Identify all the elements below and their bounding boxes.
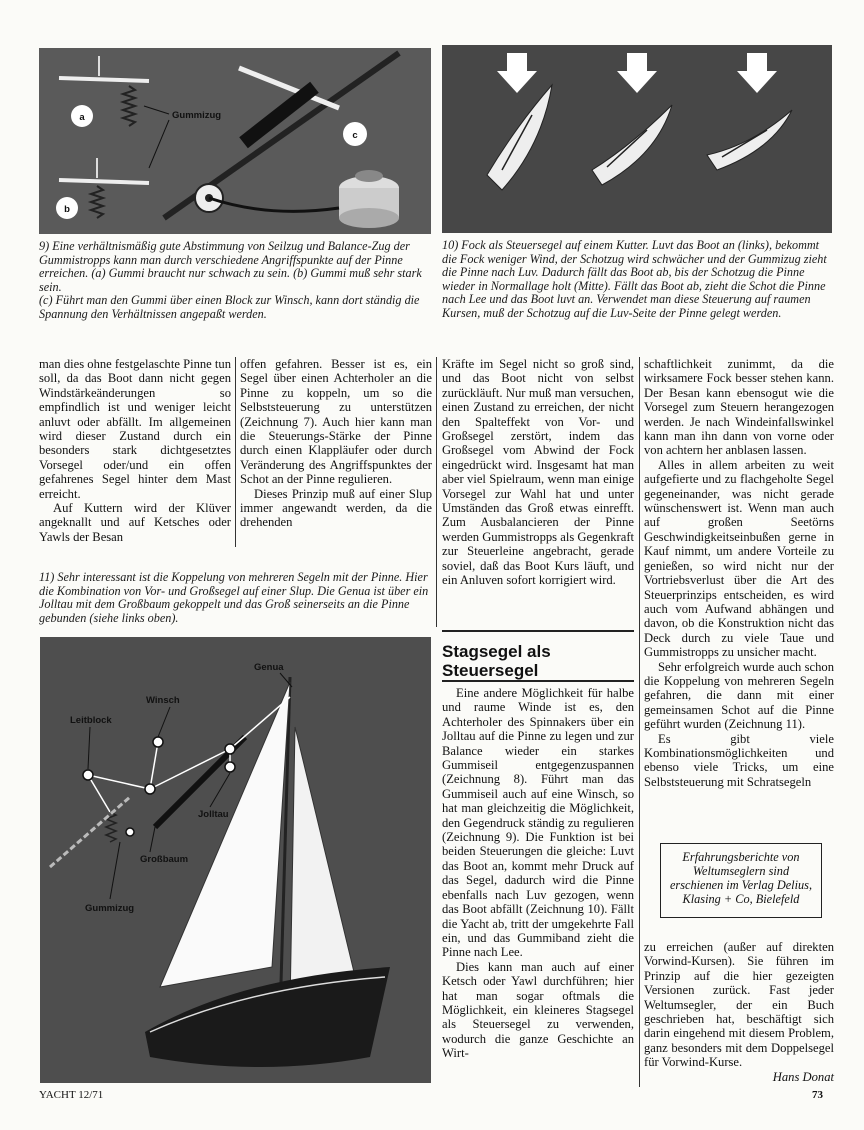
book-note-box: Erfahrungsberichte von Weltumseglern sind erschienen im Verlag Delius, Klasing + Co, Bielefeld	[660, 843, 822, 918]
page-number: 73	[812, 1089, 823, 1101]
column-3-bottom	[442, 686, 634, 1061]
author: Hans Donat	[772, 1070, 834, 1084]
fig11-label-grossbaum: Großbaum	[140, 854, 189, 865]
column-4-top	[644, 357, 834, 789]
section-heading: Stagsegel als Steuersegel	[442, 642, 551, 680]
col2-paragraph-2: Dieses Prinzip muß auf einer Slup immer angewandt werden, da die drehenden	[240, 486, 432, 530]
fig11-label-gummizug: Gummizug	[85, 903, 135, 914]
footer-magazine: YACHT 12/71	[39, 1089, 104, 1101]
column-4-bottom	[644, 940, 834, 1070]
fig11-label-leitblock: Leitblock	[70, 715, 112, 726]
col4-paragraph-4: Es gibt viele Kombinationsmöglichkeiten und ebenso viele Tricks, um eine Selbststeuerung mit Schratsegeln	[644, 731, 834, 789]
fig9-caption-part2: (c) Führt man den Gummi über einen Block zur Winsch, kann dort ständig die Spannung den Verhältnissen angepaßt werden.	[39, 293, 420, 321]
column-1	[39, 357, 231, 544]
column-2	[240, 357, 432, 530]
col3-paragraph-1: Eine andere Möglichkeit für halbe und raume Winde ist es, den Achterholer des Spinnakers über ein Jolltau auf die Pinne zu legen und zur Balance wieder ein starkes Gummiseil entgegenzuspannen (Zeichnung 8). Führt man das Gummiseil auch auf eine Winsch, so hat man gleichzeitig die Möglichkeit, den Gegendruck ständig zu regulieren (Zeichnung 9). Die Funktion ist bei beiden Steuerungen die gleiche: Luvt das Boot an, kommt mehr Druck auf das Segel, dadurch wird die Pinne ebenfalls nach Luv gezogen, wenn das Boot abfällt (Zeichnung 10). Fällt die Yacht ab, tritt der umgekehrte Fall ein, und das Gummiband zieht die Pinne nach Lee.	[442, 686, 634, 960]
col2-paragraph-1: offen gefahren. Besser ist es, ein Segel über einen Achterholer an die Pinne zu koppeln, um so die Selbststeuerung zu unterstützen (Zeichnung 7). Auch hier kann man die Steuerungs-Stärke der Pinne durch einen Klappläufer oder durch Veränderung des Angriffspunktes der Schot an der Pinne regulieren.	[240, 357, 432, 487]
figure-9-caption	[39, 240, 434, 322]
fig11-label-genua: Genua	[254, 662, 284, 673]
fig9-label-gummizug: Gummizug	[172, 110, 222, 121]
col4-paragraph-1: schaftlichkeit zunimmt, da die wirksamere Fock besser stehen kann. Der Besan kann ebensogut wie die Vorsegel zum Steuern herangezogen werden. Je nach Windeinfallswinkel kann man ihn dann von vorne oder von achtern her anblasen lassen.	[644, 357, 834, 458]
col3-paragraph-top: Kräfte im Segel nicht so groß sind, und das Boot nicht von selbst zurückläuft. Nur muß man versuchen, einen Zustand zu erreichen, der nicht den Spalteffekt von Vor- und Großsegel zerstört, indem das Großsegel vom Abwind der Fock eingedrückt wird. Insgesamt hat man aber viel Spielraum, wenn man einige Vorsegel zur Wahl hat und unter Umständen das Groß etwas einrefft. Zum Ausbalancieren der Pinne werden Gummistropps als Gegenkraft zur Steuerleine angebracht, gerade soviel, daß das Boot Kurs läuft, und ein Anluven sofort korrigiert wird.	[442, 357, 635, 588]
fig9-label-c: c	[352, 130, 358, 141]
fig9-label-a: a	[79, 112, 85, 123]
figure-11-caption: 11) Sehr interessant ist die Koppelung von mehreren Segeln mit der Pinne. Hier die Kombination von Vor- und Großsegel auf einer Slup. Die Genua ist über ein Jolltau mit dem Großbaum gekoppelt und das Groß seinerseits an die Pinne gebunden (siehe links oben).	[39, 570, 429, 625]
fig9-caption-part1: 9) Eine verhältnismäßig gute Abstimmung von Seilzug und Balance-Zug der Gummistropps kann man durch verschiedene Angriffspunkte auf der Pinne erreichen. (a) Gummi braucht nur schwach zu sein. (b) Gummi muß sehr stark sein.	[39, 239, 422, 294]
fig9-label-b: b	[64, 204, 70, 215]
col4-paragraph-bottom: zu erreichen (außer auf direkten Vorwind-Kursen). Sie führen im Prinzip auf die hier gezeigten Versionen zurück. Fast jeder Weltumsegler, der ein Buch geschrieben hat, beschäftigt sich darin eingehend mit diesem Problem, ganz besonders mit dem Doppelsegel für Vorwind-Kurse.	[644, 940, 834, 1070]
column-3-top	[442, 357, 634, 588]
figure-10-image	[442, 45, 832, 233]
fig11-label-winsch: Winsch	[146, 695, 180, 706]
figure-11-image	[40, 637, 431, 1083]
col4-paragraph-2: Alles in allem arbeiten zu weit aufgefierte und zu flachgeholte Segel gegeneinander, was nicht gerade wünschenswert ist. Wenn man auch auf großen Seetörns Geschwindigkeitseinbußen gerne in Kauf nimmt, um andere Vorteile zu genießen, so wird nicht nur der Vortriebsverlust über die Art des Steuerprinzips entscheiden, es wird auch vom Aufwand abhängen und davon, ob die Konstruktion nicht das Deck durch zu viele Taue und Gummistropps zu unsicher macht.	[644, 457, 834, 660]
col4-paragraph-3: Sehr erfolgreich wurde auch schon die Koppelung von mehreren Segeln gefahren, die dann mit einer gemeinsamen Schot auf die Pinne geführt wurden (Zeichnung 11).	[644, 659, 834, 732]
fig11-label-jolltau: Jolltau	[198, 809, 229, 820]
figure-10-caption: 10) Fock als Steuersegel auf einem Kutter. Luvt das Boot an (links), bekommt die Fock weniger Wind, der Schotzug wird schwächer und der Gummizug zieht die Pinne nach Luv. Dadurch fällt das Boot ab, bis der Schotzug die Pinne wieder in Normallage holt (Mitte). Fällt das Boot ab, zieht die Schot die Pinne nach Lee und das Boot luvt an. Verwendet man diese Steuerung auf raumen Kursen, muß der Schotzug auf die Luv-Seite der Pinne gelegt werden.	[442, 238, 827, 320]
col1-paragraph-2: Auf Kuttern wird der Klüver angeknallt und auf Ketsches oder Yawls der Besan	[39, 501, 231, 544]
figure-9-image	[39, 48, 431, 234]
col1-paragraph-1: man dies ohne festgelaschte Pinne tun soll, da das Boot dann nicht gegen Windstärkeänderungen so empfindlich ist und weniger leicht anluvt oder abfällt. Im allgemeinen wird dieser Zustand durch ein besonders stark dichtgesetztes Vorsegel oder/und ein offen gefahrenes Segel hinter dem Mast erreicht.	[39, 357, 232, 501]
col3-paragraph-2: Dies kann man auch auf einer Ketsch oder Yawl durchführen; hier hat man sogar oftmals die Möglichkeit, ein kleineres Stagsegel als Steuersegel zu verwenden, wodurch die ganze Geschichte an Wirt-	[442, 959, 634, 1061]
